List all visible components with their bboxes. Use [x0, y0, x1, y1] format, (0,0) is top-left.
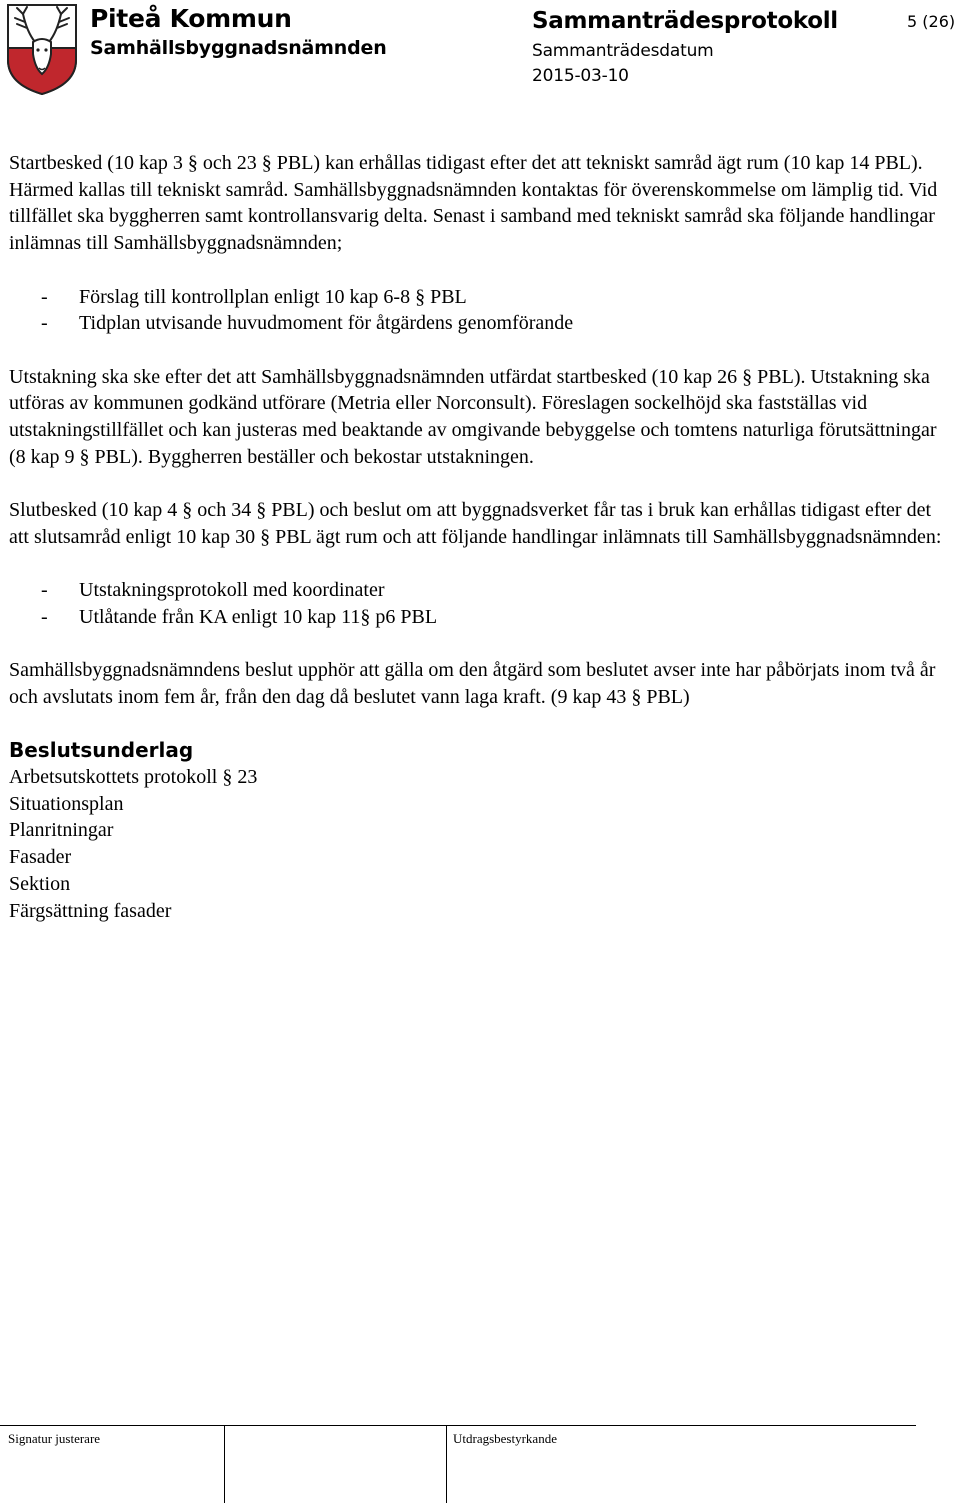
list-item-text: Utlåtande från KA enligt 10 kap 11§ p6 PBL	[79, 605, 438, 628]
signature-footer	[0, 1425, 960, 1503]
footer-column-divider	[446, 1425, 447, 1503]
document-body	[9, 150, 944, 951]
list-item-text: Tidplan utvisande huvudmoment för åtgärdens genomförande	[79, 312, 574, 335]
list-dash: -	[41, 312, 48, 335]
list-item: Fasader	[9, 846, 72, 869]
page-number: 5 (26)	[907, 12, 956, 31]
organization-name: Piteå Kommun	[90, 4, 292, 33]
list-item: Sektion	[9, 872, 71, 895]
list-item	[9, 577, 944, 604]
required-documents-list	[9, 284, 944, 337]
footer-column-divider	[224, 1425, 225, 1503]
reindeer-coat-of-arms-icon	[5, 2, 79, 96]
list-item	[9, 284, 944, 311]
committee-name: Samhällsbyggnadsnämnden	[90, 37, 387, 59]
list-item: Planritningar	[9, 819, 114, 842]
document-title: Sammanträdesprotokoll	[532, 8, 838, 34]
list-dash: -	[41, 285, 48, 308]
list-item: Situationsplan	[9, 792, 124, 815]
paragraph-validity: Samhällsbyggnadsnämndens beslut upphör att gälla om den åtgärd som beslutet avser inte har påbörjats inom två år och avslutats inom fem år, från den dag då beslutet vann laga kraft. (9 kap 43 § PBL)	[9, 659, 936, 708]
list-dash: -	[41, 579, 48, 602]
page-header	[0, 0, 960, 100]
paragraph-start-permit: Startbesked (10 kap 3 § och 23 § PBL) kan erhållas tidigast efter det att tekniskt samråd ägt rum (10 kap 14 PBL). Härmed kallas till tekniskt samråd. Samhällsbyggnadsnämnden kontaktas för överenskommelse om lämplig tid. Vid tillfället ska byggherren samt kontrollansvarig delta. Senast i samband med tekniskt samråd ska följande handlingar inlämnas till Samhällsbyggnadsnämnden;	[9, 152, 938, 255]
decision-basis-heading: Beslutsunderlag	[9, 738, 194, 763]
paragraph-final-permit: Slutbesked (10 kap 4 § och 34 § PBL) och beslut om att byggnadsverket får tas i bruk kan erhållas tidigast efter det att slutsamråd enligt 10 kap 30 § PBL ägt rum och att följande handlingar inlämnats till Samhällsbyggnadsnämnden:	[9, 499, 942, 548]
extract-certification-label: Utdragsbestyrkande	[453, 1431, 557, 1446]
footer-divider	[0, 1425, 916, 1426]
meeting-date-value: 2015-03-10	[532, 66, 629, 86]
paragraph-staking: Utstakning ska ske efter det att Samhällsbyggnadsnämnden utfärdat startbesked (10 kap 26 § PBL). Utstakning ska utföras av kommunen godkänd utförare (Metria eller Norconsult). Föreslagen sockelhöjd ska fastställas vid utstakningstillfället och kan justeras med beaktande av omgivande bebyggelse och tomtens naturliga förutsättningar (8 kap 9 § PBL). Byggherren beställer och bekostar utstakningen.	[9, 365, 937, 468]
meeting-date-label: Sammanträdesdatum	[532, 41, 714, 61]
list-item: Färgsättning fasader	[9, 899, 172, 922]
list-item: Arbetsutskottets protokoll § 23	[9, 766, 258, 789]
final-documents-list	[9, 577, 944, 630]
decision-basis-list	[9, 764, 944, 924]
list-item-text: Förslag till kontrollplan enligt 10 kap 6-8 § PBL	[79, 285, 467, 308]
list-dash: -	[41, 605, 48, 628]
list-item	[9, 310, 944, 337]
list-item	[9, 604, 944, 631]
list-item-text: Utstakningsprotokoll med koordinater	[79, 579, 385, 602]
signature-label: Signatur justerare	[8, 1431, 101, 1446]
